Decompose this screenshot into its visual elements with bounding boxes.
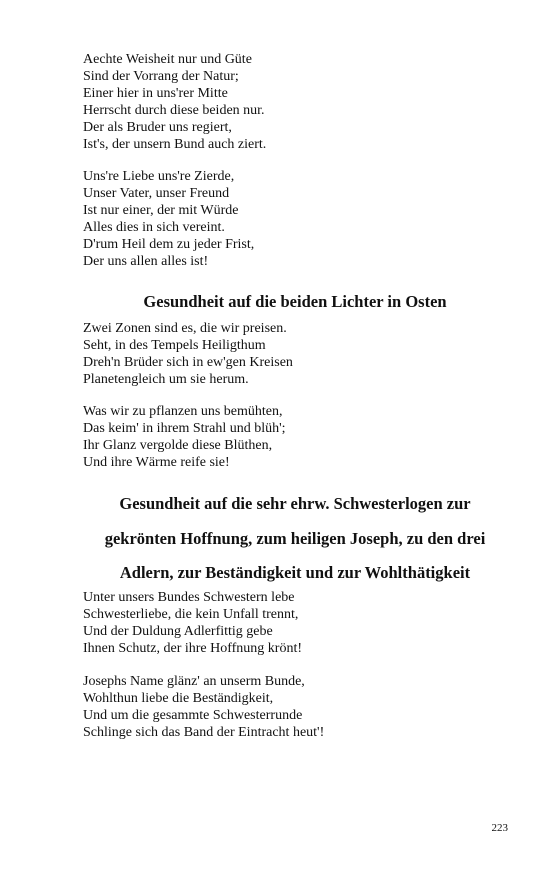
verse-line: Aechte Weisheit nur und Güte — [83, 52, 252, 67]
stanza-4 — [83, 403, 513, 471]
verse-line: Unter unsers Bundes Schwestern lebe — [83, 590, 295, 605]
verse-line: Das keim' in ihrem Strahl und blüh'; — [83, 421, 286, 436]
heading-line: Gesundheit auf die beiden Lichter in Osten — [143, 292, 447, 311]
verse-line: Dreh'n Brüder sich in ew'gen Kreisen — [83, 355, 293, 370]
verse-line: Der als Bruder uns regiert, — [83, 120, 232, 135]
section-heading-schwesterlogen — [40, 487, 550, 591]
verse-line: Uns're Liebe uns're Zierde, — [83, 169, 235, 184]
stanza-5 — [83, 589, 513, 657]
verse-line: Alles dies in sich vereint. — [83, 220, 225, 235]
verse-line: Einer hier in uns'rer Mitte — [83, 86, 228, 101]
verse-line: Ist nur einer, der mit Würde — [83, 203, 239, 218]
verse-line: D'rum Heil dem zu jeder Frist, — [83, 237, 255, 252]
verse-line: Sind der Vorrang der Natur; — [83, 69, 239, 84]
verse-line: Und ihre Wärme reife sie! — [83, 455, 230, 470]
stanza-2 — [83, 168, 513, 270]
verse-line: Unser Vater, unser Freund — [83, 186, 230, 201]
heading-line: Adlern, zur Beständigkeit und zur Wohlthätigkeit — [119, 563, 471, 582]
verse-line: Herrscht durch diese beiden nur. — [83, 103, 265, 118]
verse-line: Wohlthun liebe die Beständigkeit, — [83, 691, 274, 706]
section-heading-lichter — [40, 292, 550, 312]
verse-line: Seht, in des Tempels Heiligthum — [83, 338, 266, 353]
heading-line: Gesundheit auf die sehr ehrw. Schwesterlogen zur — [119, 494, 471, 513]
verse-line: Ist's, der unsern Bund auch ziert. — [83, 137, 267, 152]
heading-line: gekrönten Hoffnung, zum heiligen Joseph, zu den drei — [104, 528, 486, 548]
verse-line: Josephs Name glänz' an unserm Bunde, — [83, 674, 305, 689]
verse-line: Schwesterliebe, die kein Unfall trennt, — [83, 607, 299, 622]
verse-line: Schlinge sich das Band der Eintracht heut'! — [83, 725, 325, 740]
verse-line: Und um die gesammte Schwesterrunde — [83, 708, 303, 723]
stanza-3 — [83, 320, 513, 388]
verse-line: Und der Duldung Adlerfittig gebe — [83, 624, 273, 639]
verse-line: Der uns allen alles ist! — [83, 254, 209, 269]
verse-line: Ihnen Schutz, der ihre Hoffnung krönt! — [83, 641, 303, 656]
stanza-1 — [83, 51, 513, 153]
verse-line: Zwei Zonen sind es, die wir preisen. — [83, 321, 287, 336]
verse-line: Was wir zu pflanzen uns bemühten, — [83, 404, 283, 419]
verse-line: Ihr Glanz vergolde diese Blüthen, — [83, 438, 273, 453]
verse-line: Planetengleich um sie herum. — [83, 372, 249, 387]
stanza-6 — [83, 673, 513, 741]
page-number: 223 — [491, 822, 508, 834]
